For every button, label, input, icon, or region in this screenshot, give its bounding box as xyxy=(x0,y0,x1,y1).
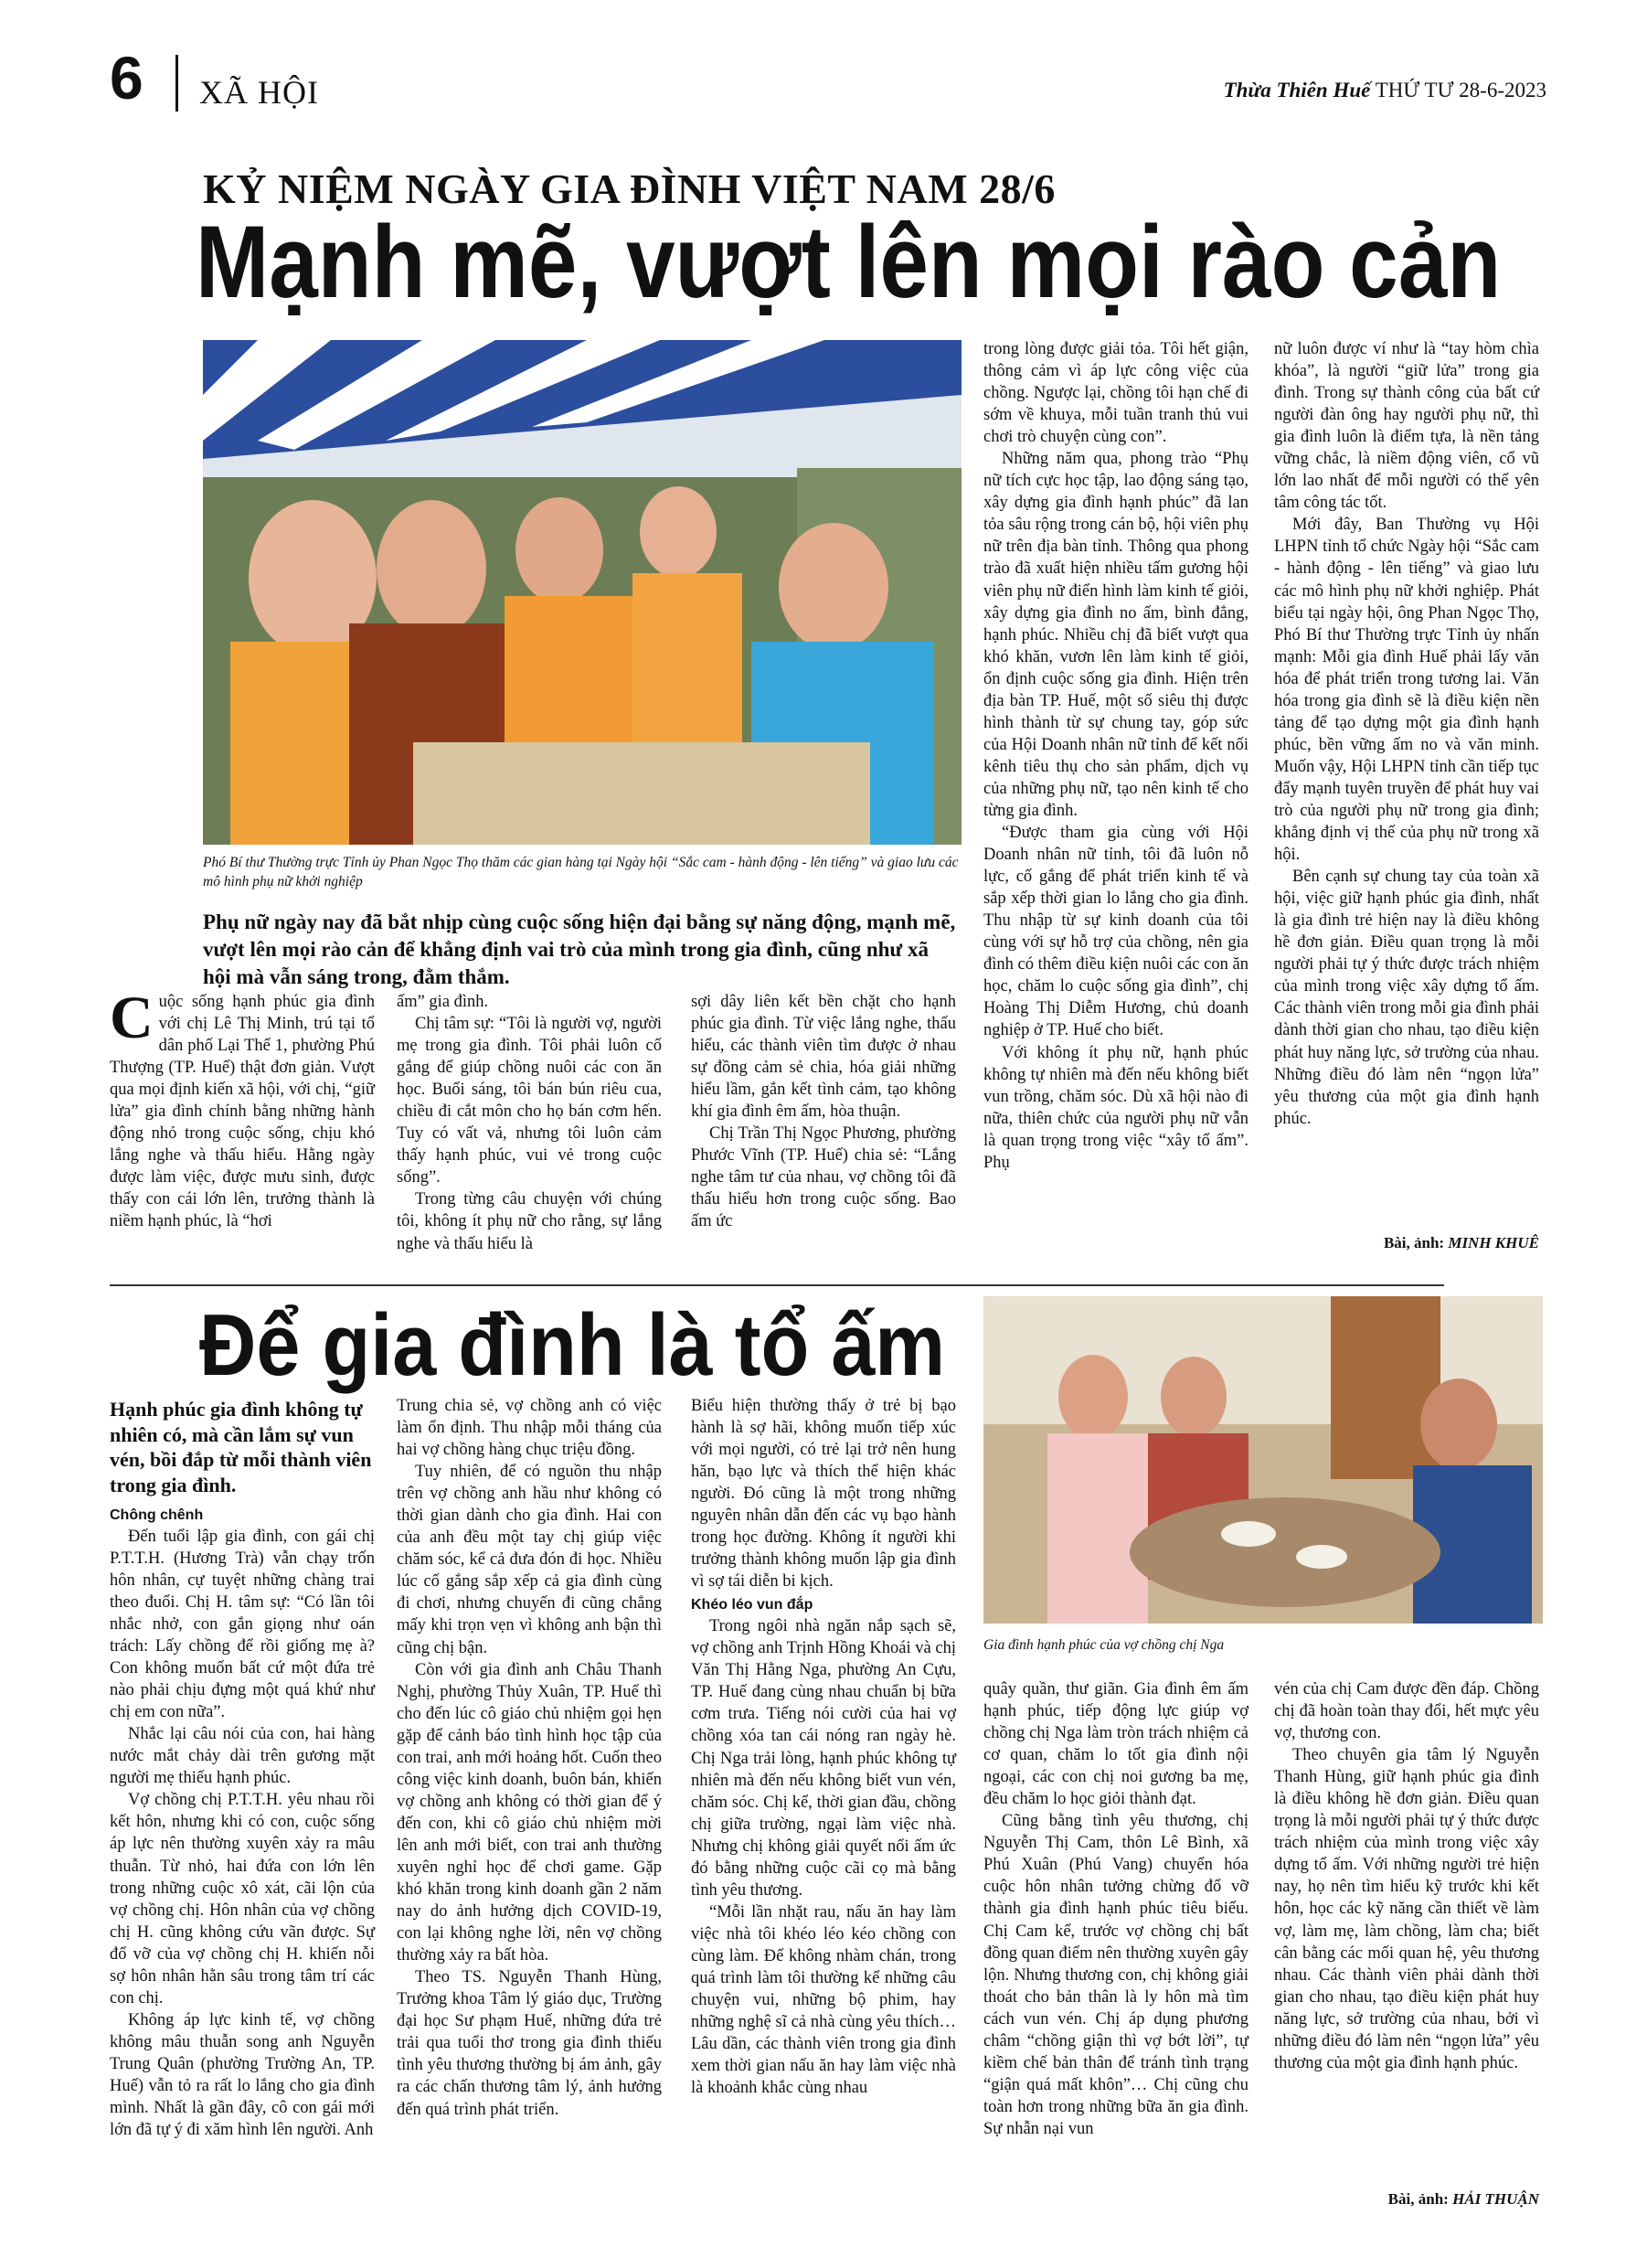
paragraph: Cũng bằng tình yêu thương, chị Nguyễn Thị Cam, thôn Lê Bình, xã Phú Xuân (Phú Vang) chuyển hóa cuộc hôn nhân tưởng chừng đổ vỡ thành gia đình hạnh phúc tiêu biểu. Chị Cam kể, trước vợ chồng chị bất đồng quan điểm nên thường xuyên gây lộn. Nhưng thương con, chị không giải thoát cho bản thân là ly hôn mà tìm cách vun vén. Chị áp dụng phương châm “chồng giận thì vợ bớt lời”, tự kiềm chế bản thân để tránh tình trạng “giận quá mất khôn”… Chị cũng chu toàn hơn trong những bữa ăn gia đình. Sự nhẫn nại vun xyxy=(983,1812,1249,2138)
paragraph: Trong từng câu chuyện với chúng tôi, không ít phụ nữ cho rằng, sự lắng nghe và thấu hiểu là xyxy=(397,1190,662,1253)
paragraph: Theo TS. Nguyễn Thanh Hùng, Trưởng khoa Tâm lý giáo dục, Trường đại học Sư phạm Huế, những đứa trẻ trải qua tuổi thơ trong gia đình thiếu tình yêu thương thường bị ám ảnh, gây ra các chấn thương tâm lý, ảnh hưởng đến quá trình phát triển. xyxy=(397,1968,662,2119)
paragraph: Đến tuổi lập gia đình, con gái chị P.T.T.H. (Hương Trà) vẫn chạy trốn hôn nhân, cự tuyệt những chàng trai theo đuổi. Chị H. tâm sự: “Có lần tôi nhắc nhở, con gắn giọng như oán trách: Lấy chồng để rồi giống mẹ à? Con không muốn bất cứ một đứa trẻ nào phải chịu đựng một quá khứ như chị em con nữa”. xyxy=(110,1527,375,1722)
paragraph: Biểu hiện thường thấy ở trẻ bị bạo hành là sợ hãi, không muốn tiếp xúc với mọi người, có trẻ lại trở nên hung hăn, bạo lực và thích thể hiện khác người. Đó cũng là một trong những nguyên nhân dẫn đến các vụ bạo hành trong học đường. Không ít người khi trưởng thành không muốn lập gia đình vì sợ tái diễn bi kịch. xyxy=(691,1397,956,1592)
paragraph: Chị tâm sự: “Tôi là người vợ, người mẹ trong gia đình. Tôi phải luôn cố gắng để giúp chồng nuôi các con ăn học. Buổi sáng, tôi bán bún riêu cua, chiều đi cắt môn cho họ bán cơm hến. Tuy có vất vả, nhưng tôi luôn cảm thấy hạnh phúc, vui vẻ trong cuộc sống”. xyxy=(397,1015,662,1187)
paragraph: “Được tham gia cùng với Hội Doanh nhân nữ tỉnh, tôi đã luôn nỗ lực, cố gắng để phát triển kinh tế và sắp xếp thời gian lo lắng cho gia đình. Thu nhập từ sự kinh doanh của tôi cùng với sự hỗ trợ của chồng, nên gia đình có thêm điều kiện nuôi các con ăn học, chăm lo cuộc sống gia đình”, chị Hoàng Thị Diễm Hương, chủ doanh nghiệp ở TP. Huế cho biết. xyxy=(983,824,1249,1040)
article1-title: Mạnh mẽ, vượt lên mọi rào cản xyxy=(196,205,1502,319)
article2-byline xyxy=(1274,2190,1539,2209)
paragraph: trong lòng được giải tỏa. Tôi hết giận, thông cảm vì áp lực công việc của chồng. Ngược lại, chồng tôi hạn chế đi sớm về khuya, mỗi tuần tranh thủ vui chơi trò chuyện cùng con”. xyxy=(983,340,1249,447)
article1-col1-text: uộc sống hạnh phúc gia đình với chị Lê Thị Minh, trú tại tổ dân phố Lại Thế 1, phường Phú Thượng (TP. Huế) thật đơn giản. Vượt qua mọi định kiến xã hội, với chị, “giữ lửa” gia đình chính bằng những hành động nhỏ trong cuộc sống, chịu khó lắng nghe và thấu hiểu. Hằng ngày được làm việc, được mưu sinh, được thấy con cái lớn lên, trưởng thành là niềm hạnh phúc, là “hơi xyxy=(110,993,375,1231)
article2-title: Để gia đình là tổ ấm xyxy=(199,1296,946,1394)
issue-date: THỨ TƯ 28-6-2023 xyxy=(1375,79,1546,101)
paragraph: Bên cạnh sự chung tay của toàn xã hội, việc giữ hạnh phúc gia đình, nhất là gia đình trẻ hiện nay là điều không hề đơn giản. Điều quan trọng là mỗi người phải tự ý thức được trách nhiệm của mình trong việc xây dựng tổ ấm. Các thành viên trong mỗi gia đình phải dành thời gian cho nhau, tạo điều kiện phát huy năng lực, sở trường của nhau. Những điều đó làm nên “ngọn lửa” yêu thương của một gia đình hạnh phúc. xyxy=(1274,868,1539,1128)
paragraph: quây quần, thư giãn. Gia đình êm ấm hạnh phúc, tiếp động lực giúp vợ chồng chị Nga làm tròn trách nhiệm cả cơ quan, chăm lo tốt gia đình nội ngoại, các con chị noi gương ba mẹ, đều chăm lo học giỏi thành đạt. xyxy=(983,1680,1249,1809)
paragraph: Những năm qua, phong trào “Phụ nữ tích cực học tập, lao động sáng tạo, xây dựng gia đình hạnh phúc” đã lan tỏa sâu rộng trong cán bộ, hội viên phụ nữ trên địa bàn tỉnh. Thông qua phong trào đã xuất hiện nhiều tấm gương hội viên phụ nữ điển hình làm kinh tế giỏi, xây dựng gia đình no ấm, bình đẳng, hạnh phúc. Nhiều chị đã biết vượt qua khó khăn, vươn lên làm kinh tế giỏi, ổn định cuộc sống gia đình. Hiện trên địa bàn TP. Huế, một số siêu thị được hình thành từ sự chung tay, góp sức của Hội Doanh nhân nữ tỉnh để kết nối kênh tiêu thụ cho sản phẩm, dịch vụ của những phụ nữ, tạo nên kinh tế cho từng gia đình. xyxy=(983,450,1249,820)
paragraph: Nhắc lại câu nói của con, hai hàng nước mắt chảy dài trên gương mặt người mẹ thiếu hạnh phúc. xyxy=(110,1725,375,1788)
paragraph: ấm” gia đình. xyxy=(397,993,489,1011)
article1-column-1 xyxy=(110,985,375,1233)
article2-column-5 xyxy=(1274,1678,1539,2074)
paragraph: Vợ chồng chị P.T.T.H. yêu nhau rồi kết hôn, nhưng khi có con, cuộc sống áp lực nên thường xuyên xảy ra mâu thuẫn. Từ nhỏ, hai đứa con lớn lên trong những cuộc xô xát, cãi lộn của vợ chồng chị. Hôn nhân của vợ chồng chị H. cũng không cứu vãn được. Sự đổ vỡ của vợ chồng chị H. khiến nỗi sợ hôn nhân hằn sâu trong tâm trí các con chị. xyxy=(110,1791,375,2007)
paragraph: Trung chia sẻ, vợ chồng anh có việc làm ổn định. Thu nhập mỗi tháng của hai vợ chồng hàng chục triệu đồng. xyxy=(397,1397,662,1460)
paragraph: Trong ngôi nhà ngăn nắp sạch sẽ, vợ chồng anh Trịnh Hồng Khoái và chị Văn Thị Hằng Nga, phường An Cựu, TP. Huế đang cùng nhau chuẩn bị bữa cơm trưa. Tiếng nói cười của hai vợ chồng xóa tan cái nóng ran ngày hè. Chị Nga trải lòng, hạnh phúc không tự nhiên mà đến nếu không biết vun vén, chăm sóc. Chị kể, thời gian đầu, chồng chị giữa trường, ngại làm việc nhà. Nhưng chị không giải quyết nổi ấm ức đó bằng những cuộc cãi cọ mà bằng tình yêu thương. xyxy=(691,1617,956,1900)
event-photo-illustration xyxy=(203,340,962,845)
header-divider xyxy=(175,55,178,112)
byline-label: Bài, ảnh: xyxy=(1387,2190,1449,2208)
page-number: 6 xyxy=(110,44,143,112)
article1-lead: Phụ nữ ngày nay đã bắt nhịp cùng cuộc sống hiện đại bằng sự năng động, mạnh mẽ, vượt lên mọi rào cản để khẳng định vai trò của mình trong gia đình, cũng như xã hội mà vẫn sáng trong, đằm thắm. xyxy=(203,910,956,988)
article2-column-3 xyxy=(691,1395,956,2099)
article1-column-4 xyxy=(983,338,1249,1174)
paragraph: Còn với gia đình anh Châu Thanh Nghị, phường Thủy Xuân, TP. Huế thì cho đến lúc cô giáo chủ nhiệm gọi hẹn gặp để cảnh báo tình hình học tập của con trai, anh mới hoảng hốt. Cuốn theo công việc kinh doanh, buôn bán, khiến vợ chồng anh không có thời gian để ý đến con, khi cô giáo chủ nhiệm mời lên anh mới biết, con trai anh thường xuyên nghỉ học để chơi game. Gặp khó khăn trong kinh doanh gần 2 năm nay do ảnh hưởng dịch COVID-19, con lại không nghe lời, nên vợ chồng thường xảy ra bất hòa. xyxy=(397,1660,662,1965)
paragraph: Tuy nhiên, để có nguồn thu nhập trên vợ chồng anh hầu như không có thời gian dành cho gia đình. Hai con của anh đều một tay chị giúp việc chăm sóc, kể cả đưa đón đi học. Nhiều lúc cố gắng sắp xếp cả gia đình cùng đi chơi, nhưng chuyến đi cũng chẳng mấy khi trọn vẹn vì không anh bận thì cũng chị bận. xyxy=(397,1463,662,1657)
article1-column-3 xyxy=(691,991,956,1233)
publication-name: Thừa Thiên Huế xyxy=(1223,79,1371,101)
section-name: XÃ HỘI xyxy=(199,74,319,111)
paragraph: Mới đây, Ban Thường vụ Hội LHPN tỉnh tổ chức Ngày hội “Sắc cam - hành động - lên tiếng” và giao lưu các mô hình phụ nữ khởi nghiệp. Phát biểu tại ngày hội, ông Phan Ngọc Thọ, Phó Bí thư Thường trực Tỉnh ủy nhấn mạnh: Mỗi gia đình Huế phải lấy văn hóa để phát triển trong tương lai. Văn hóa trong gia đình sẽ là điều kiện nền tảng để tạo dựng một gia đình hạnh phúc, bền vững ấm no và văn minh. Muốn vậy, Hội LHPN tỉnh cần tiếp tục đẩy mạnh tuyên truyền để phát huy vai trò của người phụ nữ trong gia đình; khẳng định vị thế của phụ nữ trong xã hội. xyxy=(1274,516,1539,865)
article1-byline xyxy=(1274,1234,1539,1252)
article2-column-1 xyxy=(110,1503,375,2141)
article2-column-2 xyxy=(397,1395,662,2121)
subheading-chong-chenh: Chông chênh xyxy=(110,1507,204,1523)
article1-kicker: KỶ NIỆM NGÀY GIA ĐÌNH VIỆT NAM 28/6 xyxy=(203,165,1056,212)
family-photo-illustration xyxy=(983,1296,1543,1624)
article1-column-5 xyxy=(1274,338,1539,1130)
article-separator xyxy=(110,1284,1444,1286)
paragraph: sợi dây liên kết bền chặt cho hạnh phúc gia đình. Từ việc lắng nghe, thấu hiểu, các thành viên tìm được ở nhau sự đồng cảm sẻ chia, hóa giải những hiểu lầm, gắn kết tình cảm, tạo không khí gia đình êm ấm, hòa thuận. xyxy=(691,993,956,1122)
article1-photo xyxy=(203,340,962,845)
byline-author: HẢI THUẬN xyxy=(1452,2190,1539,2208)
article2-lead: Hạnh phúc gia đình không tự nhiên có, mà cần lắm sự vun vén, bồi đắp từ mỗi thành viên trong gia đình. xyxy=(110,1398,372,1496)
article2-photo xyxy=(983,1296,1543,1624)
masthead xyxy=(1224,79,1546,102)
article2-column-4 xyxy=(983,1678,1249,2140)
byline-label: Bài, ảnh: xyxy=(1383,1234,1445,1251)
paragraph: Không áp lực kinh tế, vợ chồng không mâu thuẫn song anh Nguyễn Trung Quân (phường Trường An, TP. Huế) vẫn tỏ ra rất lo lắng cho gia đình mình. Nhất là gần đây, cô con gái mới lớn đã tự ý đi xăm hình lên người. Anh xyxy=(110,2010,375,2140)
article1-dropcap: C xyxy=(110,985,154,1051)
byline-author: MINH KHUÊ xyxy=(1448,1234,1539,1251)
paragraph: nữ luôn được ví như là “tay hòm chìa khóa”, là người “giữ lửa” trong gia đình. Trong sự thành công của bất cứ người đàn ông hay người phụ nữ, thì gia đình luôn là điểm tựa, là nền tảng vững chắc, là niềm động viên, cổ vũ lớn lao nhất để mỗi người có thể yên tâm công tác tốt. xyxy=(1274,340,1539,513)
paragraph: Chị Trần Thị Ngọc Phương, phường Phước Vĩnh (TP. Huế) chia sẻ: “Lắng nghe tâm tư của nhau, vợ chồng tôi đã thấu hiểu hơn trong cuộc sống. Bao ấm ức xyxy=(691,1124,956,1231)
paragraph: vén của chị Cam được đền đáp. Chồng chị đã hoàn toàn thay đổi, hết mực yêu vợ, thương con. xyxy=(1274,1680,1539,1743)
paragraph: “Mỗi lần nhặt rau, nấu ăn hay làm việc nhà tôi khéo léo kéo chồng con cùng làm. Để không nhàm chán, trong quá trình làm tôi thường kể những câu chuyện vui, những bộ phim, hay những nghệ sĩ cả nhà cùng yêu thích… Lâu dần, các thành viên trong gia đình xem thời gian nấu ăn hay làm việc nhà là khoảnh khắc cùng nhau xyxy=(691,1902,956,2098)
paragraph: Với không ít phụ nữ, hạnh phúc không tự nhiên mà đến nếu không biết vun trồng, chăm sóc. Dù xã hội nào đi nữa, thiên chức của người phụ nữ vẫn là quan trọng trong việc “xây tổ ấm”. Phụ xyxy=(983,1043,1249,1172)
article2-photo-caption: Gia đình hạnh phúc của vợ chồng chị Nga xyxy=(983,1637,1225,1653)
article1-column-2 xyxy=(397,991,662,1255)
subheading-kheo-leo-vun-dap: Khéo léo vun đắp xyxy=(691,1597,813,1613)
paragraph: Theo chuyên gia tâm lý Nguyễn Thanh Hùng, giữ hạnh phúc gia đình là điều không hề đơn giản. Điều quan trọng là mỗi người phải tự ý thức được trách nhiệm của mình trong việc xây dựng tổ ấm. Với những người trẻ hiện nay, họ nên tìm hiểu kỹ trước khi kết hôn, học các kỹ năng cần thiết về làm vợ, làm mẹ, làm chồng, làm cha; biết cân bằng các mối quan hệ, yêu thương nhau. Các thành viên phải dành thời gian cho nhau, tạo điều kiện phát huy năng lực, sở trường của nhau, bởi vì những điều đó làm nên “ngọn lửa” yêu thương của một gia đình hạnh phúc. xyxy=(1274,1746,1539,2072)
article1-photo-caption: Phó Bí thư Thường trực Tỉnh ủy Phan Ngọc Thọ thăm các gian hàng tại Ngày hội “Sắc cam - hành động - lên tiếng” và giao lưu các mô hình phụ nữ khởi nghiệp xyxy=(203,855,959,889)
